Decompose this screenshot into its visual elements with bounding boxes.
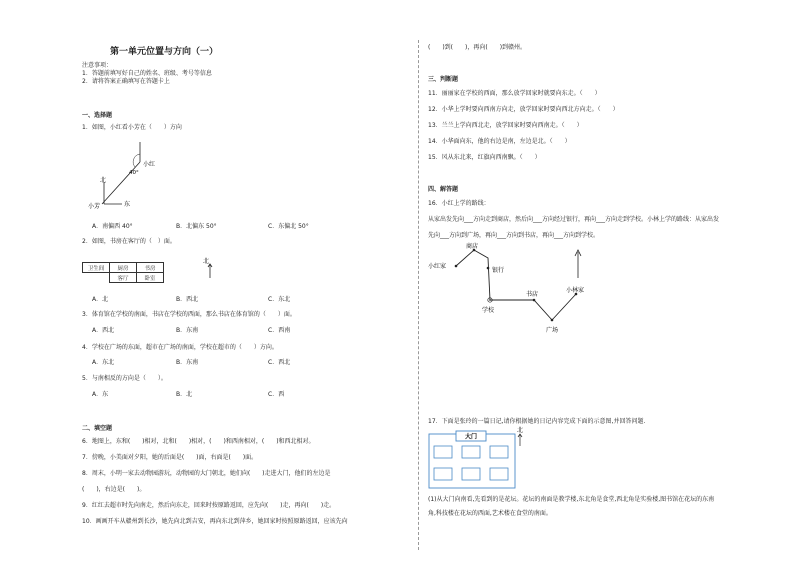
q3-option-a[interactable]: A．西北 xyxy=(92,327,115,334)
question-1: 1．如图，小红看小芳在（ ）方向 xyxy=(82,124,182,131)
question-4: 4．学校在广场的东面，超市在广场的南面，学校在超市的（ ）方向。 xyxy=(82,344,278,351)
question-17: 17．下面是张玲的一篇日记,请你根据她的日记内容完成下面的示意图,并回答问题. xyxy=(428,418,646,425)
room-cell: 厨房 xyxy=(110,263,137,273)
label-north: 北 xyxy=(100,177,107,184)
q3-option-c[interactable]: C．西南 xyxy=(268,327,291,334)
map-label-xiaolin-home: 小林家 xyxy=(566,287,585,294)
question-8-cont: ( )，右边是( )。 xyxy=(82,486,146,493)
question-10-cont: ( )到( )，再向( )到赣州。 xyxy=(428,44,527,51)
question-6: 6．地图上，东和( )相对，北和( )相对，( )和西南相对，( )和西北相对。 xyxy=(82,438,315,445)
map-label-school: 学校 xyxy=(482,307,495,314)
page-title: 第一单元位置与方向（一） xyxy=(110,47,219,57)
column-divider xyxy=(418,40,419,550)
map-label-bookstore: 书店 xyxy=(526,291,539,298)
question-17-text2: 角,科技楼在花坛的西面,艺术楼在食堂的南面。 xyxy=(428,510,552,517)
route-xiaohong xyxy=(456,250,490,300)
question-16-line2: 先向___方向到广场，再向___方向到书店，再向___方向到学校。 xyxy=(428,232,600,239)
question-2: 2．如图，书房在客厅的（ ）面。 xyxy=(82,238,176,245)
q17-campus-diagram xyxy=(428,427,524,490)
map-label-square: 广场 xyxy=(546,327,559,334)
question-14: 14．小华面向东，他的右边是南，左边是北。（ ） xyxy=(428,138,571,145)
q2-north-arrow xyxy=(200,256,214,280)
label-xiaofang: 小芳 xyxy=(88,203,101,210)
map-label-xiaohong-home: 小红家 xyxy=(428,263,447,270)
question-12: 12．小华上学时要向西南方向走，放学回家时要向西北方向走。（ ） xyxy=(428,106,619,113)
notes-item-1: 1．答题前填写好自己的姓名、班级、考号等信息 xyxy=(82,70,212,77)
question-8: 8．周末，小明一家去动物园游玩，动物园的大门朝北，她们向( )走进大门，他们的左边是 xyxy=(82,470,331,477)
question-17-text1: (1)从大门向南看,先看到的是花坛。花坛的南面是教学楼,东北角是食堂,西北角是实验楼,图书馆在花坛的东南 xyxy=(428,496,715,503)
question-10: 10．画画开车从赣州到长沙，她先向北到吉安，再向东北到萍乡，她回家时按照原路返回，应该先向 xyxy=(82,518,348,525)
q2-rooms-table xyxy=(82,262,164,283)
q2-option-c[interactable]: C．东北 xyxy=(268,296,291,303)
q5-option-b[interactable]: B．北 xyxy=(176,391,193,398)
q16-route-map xyxy=(426,238,596,338)
question-9: 9．红红去超市时先向南走，然后向东走，回来时按原路返回，应先向( )走，再向( )走。 xyxy=(82,502,336,509)
q5-option-c[interactable]: C．西 xyxy=(268,391,285,398)
question-7: 7．傍晚，小美面对夕阳，她的后面是( )面，右面是( )面。 xyxy=(82,454,258,461)
q2-north-label: 北 xyxy=(203,258,210,265)
q1-direction-figure xyxy=(80,134,200,216)
q4-option-c[interactable]: C．西北 xyxy=(268,359,291,366)
map-label-bank: 银行 xyxy=(492,267,505,274)
angle-arc xyxy=(133,154,140,167)
label-xiaohong: 小红 xyxy=(143,161,156,168)
map-label-shop: 商店 xyxy=(466,243,479,250)
label-east: 东 xyxy=(124,201,131,208)
diagram-north-label: 北 xyxy=(517,427,524,434)
gate-label: 大门 xyxy=(465,433,478,441)
question-15: 15．风从东北来，红旗向西南飘。（ ） xyxy=(428,154,541,161)
q2-option-a[interactable]: A．北 xyxy=(92,296,109,303)
room-cell: 客厅 xyxy=(110,273,137,283)
q3-option-b[interactable]: B．东南 xyxy=(176,327,199,334)
q4-option-b[interactable]: B．东南 xyxy=(176,359,199,366)
notes-heading: 注意事项： xyxy=(82,62,113,69)
section-answer-heading: 四、解答题 xyxy=(428,186,459,193)
q4-option-a[interactable]: A．东北 xyxy=(92,359,115,366)
q2-option-b[interactable]: B．西北 xyxy=(176,296,199,303)
section-fill-heading: 二、填空题 xyxy=(82,425,113,432)
question-3: 3．体育馆在学校的南面，书店在学校的西面，那么书店在体育馆的（ ）面。 xyxy=(82,311,296,318)
q5-option-a[interactable]: A．东 xyxy=(92,391,109,398)
notes-item-2: 2．请将答案正确填写在答题卡上 xyxy=(82,78,170,85)
question-5: 5．与南相反的方向是（ ）。 xyxy=(82,375,167,382)
room-cell-empty xyxy=(83,273,110,283)
question-11: 11．丽丽家在学校的西面，那么放学回家时就要向东走。（ ） xyxy=(428,90,601,97)
question-16-line1: 从家出发先向___方向走到商店，然后向___方向经过银行，再向___方向走到学校。小林上学的路线：从家出发 xyxy=(428,216,720,223)
room-cell: 书房 xyxy=(137,263,164,273)
sightline xyxy=(102,162,140,204)
label-angle: 40° xyxy=(129,170,139,176)
question-16: 16．小红上学的路线： xyxy=(428,200,490,207)
q1-option-b[interactable]: B．北偏东 50° xyxy=(176,223,217,230)
room-cell: 卧室 xyxy=(137,273,164,283)
q1-option-c[interactable]: C．东偏北 50° xyxy=(268,223,309,230)
section-choice-heading: 一、选择题 xyxy=(82,112,113,119)
room-cell: 卫生间 xyxy=(83,263,110,273)
section-judge-heading: 三、判断题 xyxy=(428,76,459,83)
q1-option-a[interactable]: A．南偏西 40° xyxy=(92,223,133,230)
question-13: 13．兰兰上学向西北走，放学回家时要向西南走。（ ） xyxy=(428,122,583,129)
